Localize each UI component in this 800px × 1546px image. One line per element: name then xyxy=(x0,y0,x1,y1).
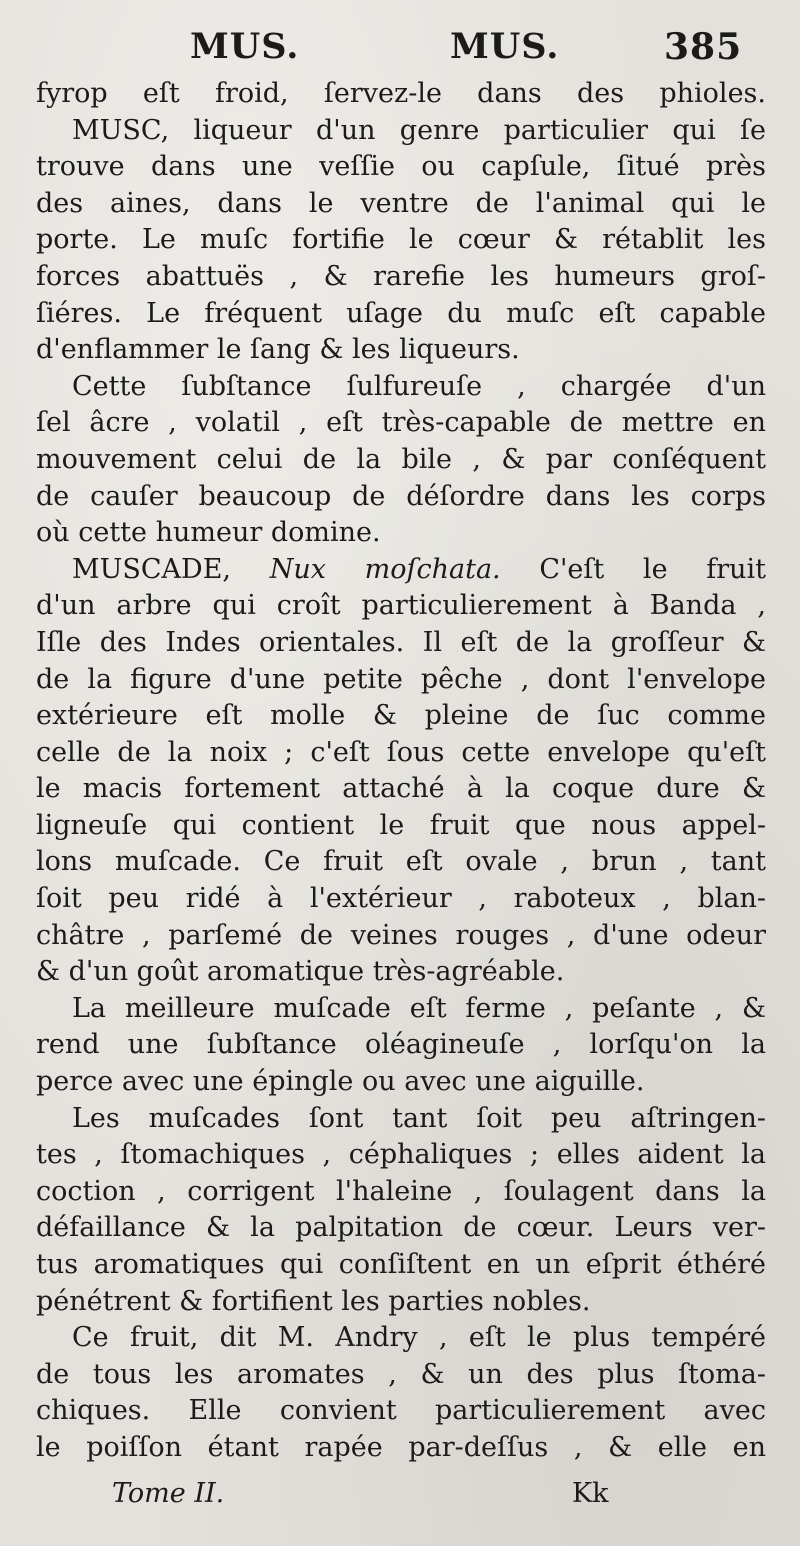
text-line: Iſle des Indes orientales. Il eſt de la groſſeur & xyxy=(36,626,766,658)
text-line: Les muſcades ſont tant ſoit peu aſtringen- xyxy=(72,1102,766,1134)
text-line: ſel âcre , volatil , eſt très-capable de mettre en xyxy=(36,407,766,439)
text-line: le macis fortement attaché à la coque dure & xyxy=(36,773,766,805)
running-header xyxy=(0,26,800,74)
text-line: pénétrent & fortifient les parties nobles. xyxy=(36,1285,591,1317)
text-line: fyrop eſt froid, ſervez-le dans des phioles. xyxy=(36,78,766,109)
text-line: rend une ſubſtance oléagineuſe , lorſqu'on la xyxy=(36,1029,766,1061)
text-line: MUSCADE, Nux moſchata. C'eſt le fruit xyxy=(72,553,766,585)
text-line: châtre , parſemé de veines rouges , d'une odeur xyxy=(36,919,766,951)
text-line: lons muſcade. Ce fruit eſt ovale , brun , tant xyxy=(36,846,766,878)
text-line: de tous les aromates , & un des plus ſtoma- xyxy=(36,1358,766,1390)
text-line: celle de la noix ; c'eſt ſous cette envelope qu'eſt xyxy=(36,736,766,768)
text-line: chiques. Elle convient particulierement avec xyxy=(36,1395,766,1427)
text-line: d'un arbre qui croît particulierement à Banda , xyxy=(36,590,766,622)
text-line: Ce fruit, dit M. Andry , eſt le plus tempéré xyxy=(72,1322,766,1354)
text-line: ſiéres. Le fréquent uſage du muſc eſt capable xyxy=(36,297,766,329)
text-line: & d'un goût aromatique très-agréable. xyxy=(36,956,565,988)
latin-name: Nux moſchata. xyxy=(269,553,501,585)
text-line: perce avec une épingle ou avec une aiguille. xyxy=(36,1066,645,1098)
page-footer xyxy=(0,1478,800,1518)
text-line: trouve dans une veſſie ou capſule, ſitué près xyxy=(36,151,766,183)
text-line: porte. Le muſc fortifie le cœur & rétablit les xyxy=(36,224,766,256)
text-line: le poiſſon étant rapée par-deſſus , & elle en xyxy=(36,1431,766,1463)
text-line: tes , ſtomachiques , céphaliques ; elles aident la xyxy=(36,1139,766,1171)
text-line: des aines, dans le ventre de l'animal qui le xyxy=(36,187,766,219)
volume-label: Tome II. xyxy=(112,1478,225,1509)
page-number: 385 xyxy=(664,26,743,68)
text-line: défaillance & la palpitation de cœur. Leurs ver- xyxy=(36,1212,766,1244)
text-line: mouvement celui de la bile , & par conſéquent xyxy=(36,443,766,475)
text-line: d'enflammer le ſang & les liqueurs. xyxy=(36,334,520,366)
text-line: de la figure d'une petite pêche , dont l'envelope xyxy=(36,663,766,695)
text-line: forces abattuës , & rarefie les humeurs groſ- xyxy=(36,260,766,292)
text-line: où cette humeur domine. xyxy=(36,517,381,549)
text-line: extérieure eſt molle & pleine de ſuc comme xyxy=(36,700,766,732)
text-line: coction , corrigent l'haleine , ſoulagent dans la xyxy=(36,1175,766,1207)
header-left-word: MUS. xyxy=(190,26,300,67)
body-text xyxy=(36,76,766,1467)
text-line: ſoit peu ridé à l'extérieur , raboteux , blan- xyxy=(36,883,766,915)
text-line: de cauſer beaucoup de déſordre dans les corps xyxy=(36,480,766,512)
header-center-word: MUS. xyxy=(450,26,560,67)
text-line: Cette ſubſtance ſulfureuſe , chargée d'un xyxy=(72,370,766,402)
signature-mark: Kk xyxy=(572,1478,609,1509)
text-line: MUSC, liqueur d'un genre particulier qui ſe xyxy=(72,114,766,146)
text-line: tus aromatiques qui conſiſtent en un eſprit éthéré xyxy=(36,1249,766,1280)
text-line: La meilleure muſcade eſt ferme , peſante , & xyxy=(72,992,766,1024)
text-line: ligneuſe qui contient le fruit que nous appel- xyxy=(36,809,766,841)
